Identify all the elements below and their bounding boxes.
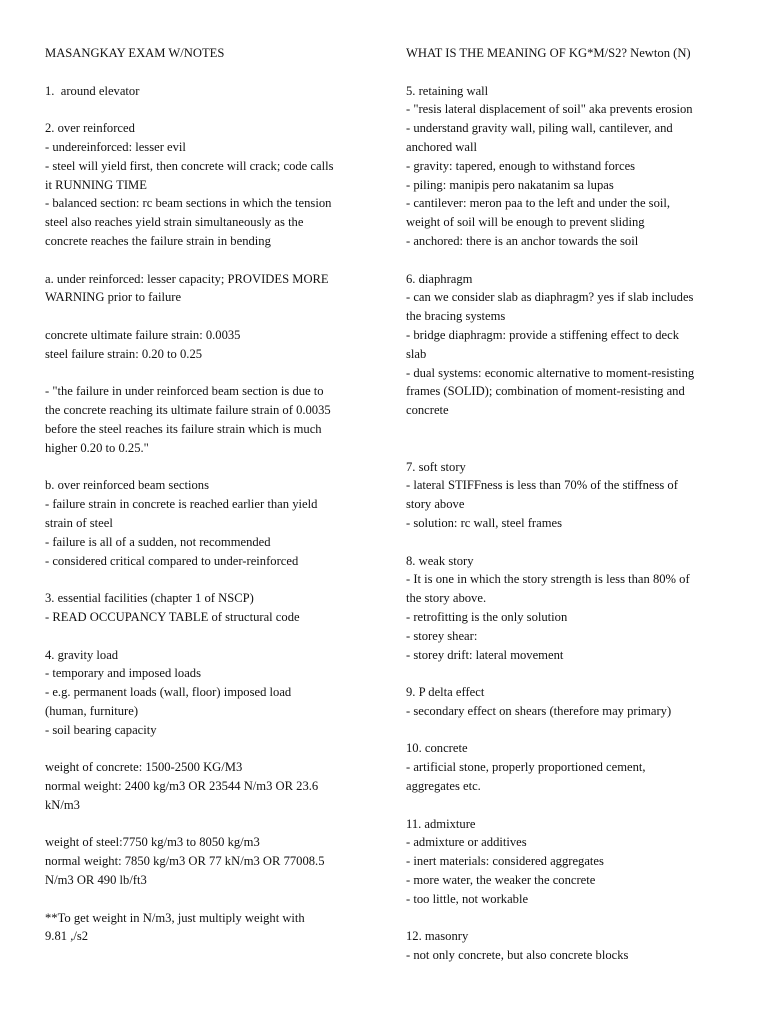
- text-line: - admixture or additives: [406, 835, 527, 850]
- text-line: - considered critical compared to under-reinforced: [45, 553, 299, 568]
- text-line: normal weight: 7850 kg/m3 OR 77 kN/m3 OR 77008.5: [45, 854, 325, 869]
- text-line: it RUNNING TIME: [45, 177, 147, 192]
- text-line: - bridge diaphragm: provide a stiffening effect to deck: [406, 327, 680, 342]
- text-line: N/m3 OR 490 lb/ft3: [45, 873, 147, 888]
- text-line: - gravity: tapered, enough to withstand forces: [406, 158, 636, 173]
- blank-line: [45, 307, 363, 326]
- text-line: - "resis lateral displacement of soil" aka prevents erosion: [406, 102, 693, 117]
- text-line: 4. gravity load: [45, 647, 119, 662]
- blank-line: [406, 439, 728, 458]
- text-line: steel also reaches yield strain simultaneously as the: [45, 215, 304, 230]
- text-line: frames (SOLID); combination of moment-resisting and: [406, 384, 685, 399]
- text-line: 2. over reinforced: [45, 121, 135, 136]
- text-line: - storey shear:: [406, 628, 478, 643]
- text-line: MASANGKAY EXAM W/NOTES: [45, 46, 225, 60]
- text-line: (human, furniture): [45, 703, 139, 718]
- text-line: WHAT IS THE MEANING OF KG*M/S2? Newton (N): [406, 46, 691, 60]
- text-line: slab: [406, 346, 427, 361]
- text-line: 1. around elevator: [45, 83, 140, 98]
- text-line: 10. concrete: [406, 741, 468, 756]
- text-line: before the steel reaches its failure strain which is much: [45, 421, 322, 436]
- text-line: 7. soft story: [406, 459, 466, 474]
- text-line: - e.g. permanent loads (wall, floor) imposed load: [45, 685, 292, 700]
- text-line: - understand gravity wall, piling wall, cantilever, and: [406, 121, 673, 136]
- text-line: - can we consider slab as diaphragm? yes if slab includes: [406, 290, 694, 305]
- text-line: the story above.: [406, 591, 487, 606]
- text-line: - artificial stone, properly proportioned cement,: [406, 760, 646, 775]
- blank-line: [45, 364, 363, 383]
- text-line: a. under reinforced: lesser capacity; PROVIDES MORE: [45, 271, 329, 286]
- text-line: 5. retaining wall: [406, 83, 489, 98]
- blank-line: [45, 739, 363, 758]
- text-line: - storey drift: lateral movement: [406, 647, 564, 662]
- blank-line: [406, 420, 728, 439]
- text-line: weight of concrete: 1500-2500 KG/M3: [45, 760, 243, 775]
- text-line: the bracing systems: [406, 309, 506, 324]
- text-line: - dual systems: economic alternative to moment-resisting: [406, 365, 695, 380]
- text-line: WARNING prior to failure: [45, 290, 182, 305]
- text-line: - READ OCCUPANCY TABLE of structural code: [45, 609, 300, 624]
- text-line: 6. diaphragm: [406, 271, 473, 286]
- text-line: - undereinforced: lesser evil: [45, 139, 186, 154]
- text-line: concrete ultimate failure strain: 0.0035: [45, 327, 241, 342]
- blank-line: [406, 251, 728, 270]
- text-line: - temporary and imposed loads: [45, 666, 201, 681]
- text-line: b. over reinforced beam sections: [45, 478, 210, 493]
- blank-line: [45, 251, 363, 270]
- blank-line: [406, 721, 728, 740]
- text-line: 9. P delta effect: [406, 685, 485, 700]
- text-line: - It is one in which the story strength is less than 80% of: [406, 572, 690, 587]
- text-line: - cantilever: meron paa to the left and under the soil,: [406, 196, 671, 211]
- blank-line: [406, 63, 728, 82]
- text-line: 11. admixture: [406, 816, 476, 831]
- text-line: - soil bearing capacity: [45, 722, 157, 737]
- right-column: [406, 44, 728, 965]
- text-line: 3. essential facilities (chapter 1 of NSCP): [45, 591, 254, 606]
- text-line: - failure strain in concrete is reached earlier than yield: [45, 497, 318, 512]
- text-line: - anchored: there is an anchor towards the soil: [406, 233, 639, 248]
- text-line: - failure is all of a sudden, not recommended: [45, 534, 271, 549]
- blank-line: [45, 100, 363, 119]
- text-line: 12. masonry: [406, 929, 469, 944]
- text-line: - more water, the weaker the concrete: [406, 873, 596, 888]
- text-line: story above: [406, 497, 465, 512]
- text-line: anchored wall: [406, 139, 477, 154]
- text-line: - too little, not workable: [406, 891, 529, 906]
- text-line: aggregates etc.: [406, 779, 481, 794]
- text-line: 9.81 ,/s2: [45, 929, 89, 944]
- text-line: - retrofitting is the only solution: [406, 609, 568, 624]
- blank-line: [45, 890, 363, 909]
- text-line: kN/m3: [45, 797, 80, 812]
- text-line: - "the failure in under reinforced beam section is due to: [45, 384, 324, 399]
- text-line: the concrete reaching its ultimate failure strain of 0.0035: [45, 403, 331, 418]
- text-line: - solution: rc wall, steel frames: [406, 515, 562, 530]
- blank-line: [45, 458, 363, 477]
- blank-line: [45, 570, 363, 589]
- text-line: - balanced section: rc beam sections in which the tension: [45, 196, 332, 211]
- text-line: 8. weak story: [406, 553, 474, 568]
- text-line: normal weight: 2400 kg/m3 OR 23544 N/m3 OR 23.6: [45, 779, 319, 794]
- text-line: - inert materials: considered aggregates: [406, 854, 604, 869]
- left-column: [45, 44, 363, 946]
- text-line: - steel will yield first, then concrete will crack; code calls: [45, 158, 334, 173]
- blank-line: [45, 815, 363, 834]
- blank-line: [406, 909, 728, 928]
- blank-line: [406, 664, 728, 683]
- text-line: - secondary effect on shears (therefore may primary): [406, 703, 672, 718]
- text-line: weight of soil will be enough to prevent sliding: [406, 215, 645, 230]
- blank-line: [45, 63, 363, 82]
- text-line: concrete: [406, 403, 449, 418]
- text-line: - piling: manipis pero nakatanim sa lupas: [406, 177, 614, 192]
- text-line: - lateral STIFFness is less than 70% of the stiffness of: [406, 478, 678, 493]
- text-line: strain of steel: [45, 515, 113, 530]
- blank-line: [406, 796, 728, 815]
- text-line: higher 0.20 to 0.25.": [45, 440, 149, 455]
- text-line: weight of steel:7750 kg/m3 to 8050 kg/m3: [45, 835, 260, 850]
- text-line: **To get weight in N/m3, just multiply weight with: [45, 910, 305, 925]
- blank-line: [406, 533, 728, 552]
- text-line: concrete reaches the failure strain in bending: [45, 233, 271, 248]
- text-line: steel failure strain: 0.20 to 0.25: [45, 346, 203, 361]
- text-line: - not only concrete, but also concrete blocks: [406, 948, 629, 963]
- blank-line: [45, 627, 363, 646]
